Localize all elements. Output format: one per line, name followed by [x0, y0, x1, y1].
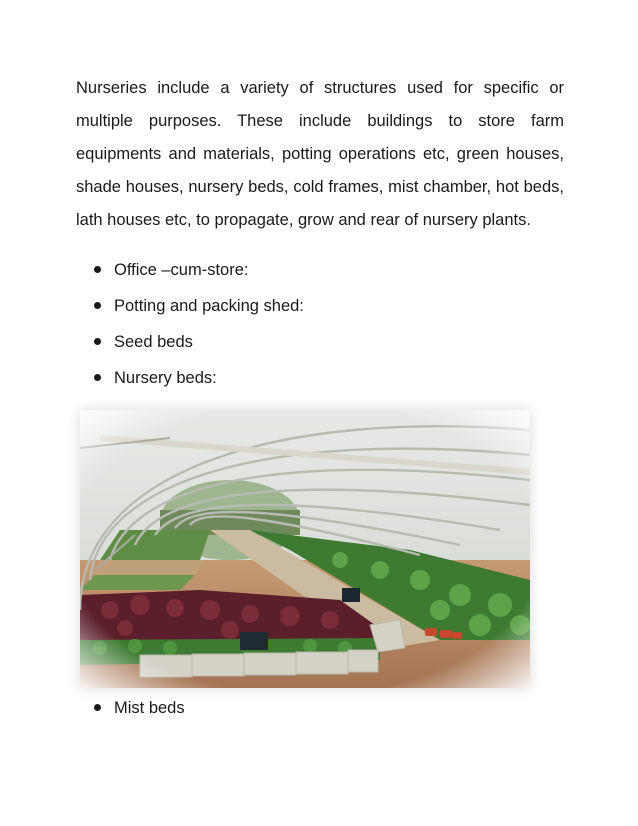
structure-bullet-list: [96, 258, 304, 402]
bullet-item-potting-shed: [96, 294, 304, 330]
bullet-item-mist-beds: [96, 696, 185, 720]
bullet-item-seed-beds: [96, 330, 304, 366]
intro-paragraph: [76, 72, 564, 237]
greenhouse-photo: [80, 410, 530, 688]
bullet-item-nursery-beds: [96, 366, 304, 402]
paragraph-line: Nurseries include a variety of structures used for specific or: [76, 79, 564, 97]
bullet-item-office: [96, 258, 304, 294]
bullet-dot-icon: [94, 266, 101, 273]
bullet-dot-icon: [94, 374, 101, 381]
bullet-text: Office –cum-store:: [114, 261, 249, 279]
bullet-dot-icon: [94, 704, 101, 711]
bullet-text: Seed beds: [114, 333, 193, 351]
bullet-text: Mist beds: [114, 699, 185, 717]
bullet-dot-icon: [94, 302, 101, 309]
bullet-dot-icon: [94, 338, 101, 345]
paragraph-line: equipments and materials, potting operations etc, green houses,: [76, 145, 564, 163]
bullet-text: Nursery beds:: [114, 369, 217, 387]
paragraph-line: lath houses etc, to propagate, grow and rear of nursery plants.: [76, 211, 531, 229]
paragraph-line: shade houses, nursery beds, cold frames, mist chamber, hot beds,: [76, 178, 564, 196]
photo-vignette: [80, 410, 530, 688]
bullet-text: Potting and packing shed:: [114, 297, 304, 315]
paragraph-line: multiple purposes. These include buildings to store farm: [76, 112, 564, 130]
